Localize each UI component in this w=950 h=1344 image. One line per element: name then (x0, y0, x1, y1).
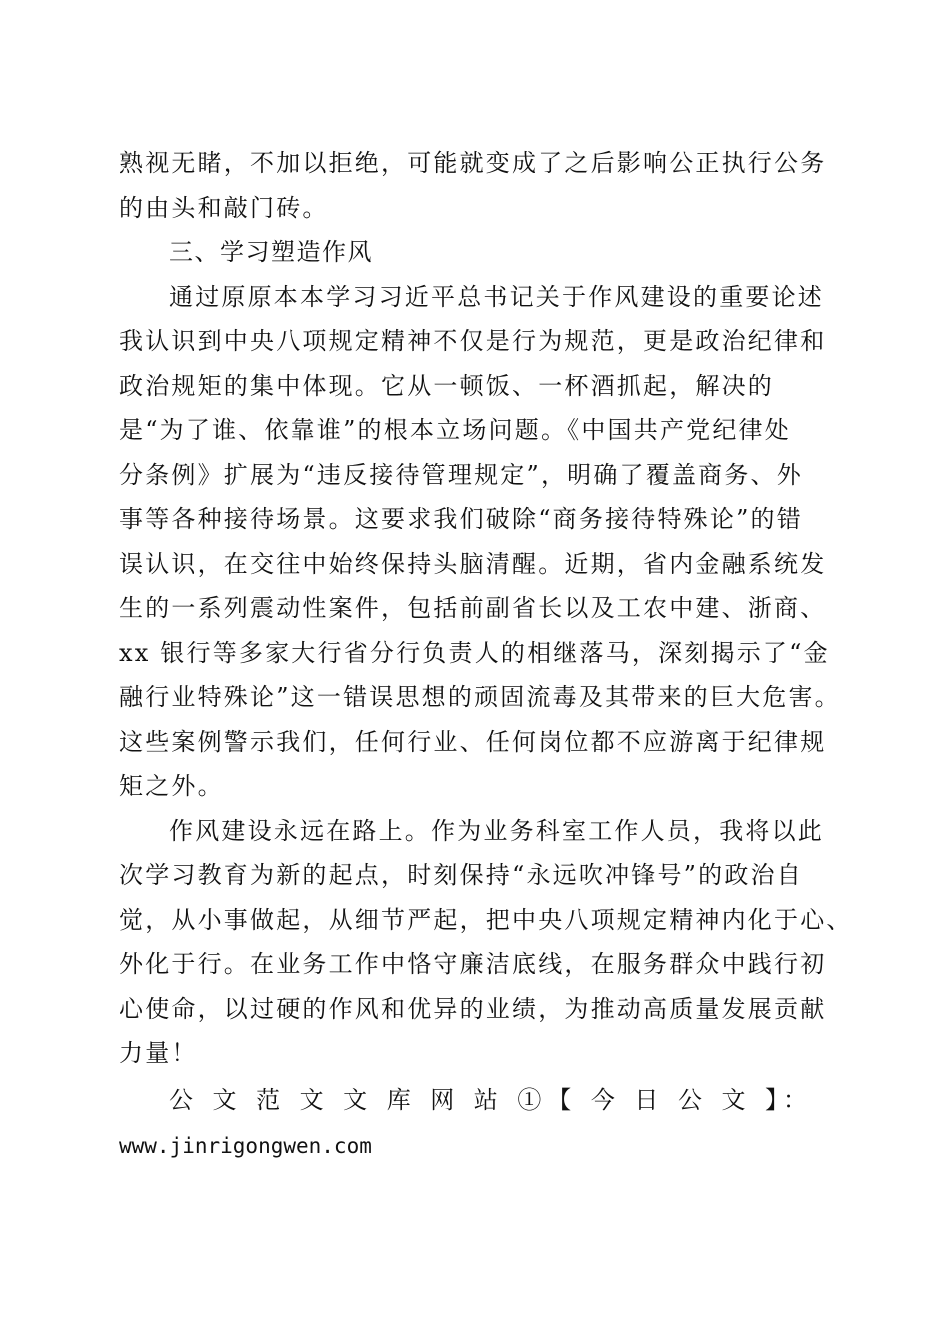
paragraph-line: 次学习教育为新的起点，时刻保持“永远吹冲锋号”的政治自 (119, 861, 803, 889)
paragraph-line: 这些案例警示我们，任何行业、任何岗位都不应游离于纪律规 (119, 728, 827, 756)
paragraph-line: 矩之外。 (119, 772, 224, 800)
source-website-url: www.jinrigongwen.com (119, 1134, 372, 1158)
paragraph-line: 误认识，在交往中始终保持头脑清醒。近期，省内金融系统发 (119, 550, 827, 578)
paragraph-line: 心使命，以过硬的作风和优异的业绩，为推动高质量发展贡献 (119, 995, 827, 1023)
section-heading: 三、学习塑造作风 (169, 238, 373, 266)
source-website-label: 公 文 范 文 文 库 网 站 ①【 今 日 公 文 】： (169, 1086, 807, 1114)
paragraph-line: 是“为了谁、依靠谁”的根本立场问题。《中国共产党纪律处 (119, 416, 791, 444)
paragraph-line: 事等各种接待场景。这要求我们破除“商务接待特殊论”的错 (119, 505, 803, 533)
paragraph-line: 作风建设永远在路上。作为业务科室工作人员，我将以此 (169, 817, 824, 845)
paragraph-line: 政治规矩的集中体现。它从一顿饭、一杯酒抓起，解决的 (119, 372, 774, 400)
paragraph-line: xx 银行等多家大行省分行负责人的相继落马，深刻揭示了“金 (119, 639, 830, 667)
paragraph-line: 的由头和敲门砖。 (119, 194, 329, 222)
paragraph-line: 熟视无睹，不加以拒绝，可能就变成了之后影响公正执行公务 (119, 149, 827, 177)
paragraph-line: 我认识到中央八项规定精神不仅是行为规范，更是政治纪律和 (119, 327, 827, 355)
paragraph-line: 外化于行。在业务工作中恪守廉洁底线，在服务群众中践行初 (119, 950, 827, 978)
paragraph-line: 通过原原本本学习习近平总书记关于作风建设的重要论述 (169, 283, 824, 311)
paragraph-line: 觉，从小事做起，从细节严起，把中央八项规定精神内化于心、 (119, 906, 853, 934)
paragraph-line: 融行业特殊论”这一错误思想的顽固流毒及其带来的巨大危害。 (119, 683, 841, 711)
paragraph-line: 力量！ (119, 1039, 198, 1067)
paragraph-line: 生的一系列震动性案件，包括前副省长以及工农中建、浙商、 (119, 594, 827, 622)
paragraph-line: 分条例》扩展为“违反接待管理规定”，明确了覆盖商务、外 (119, 461, 803, 489)
